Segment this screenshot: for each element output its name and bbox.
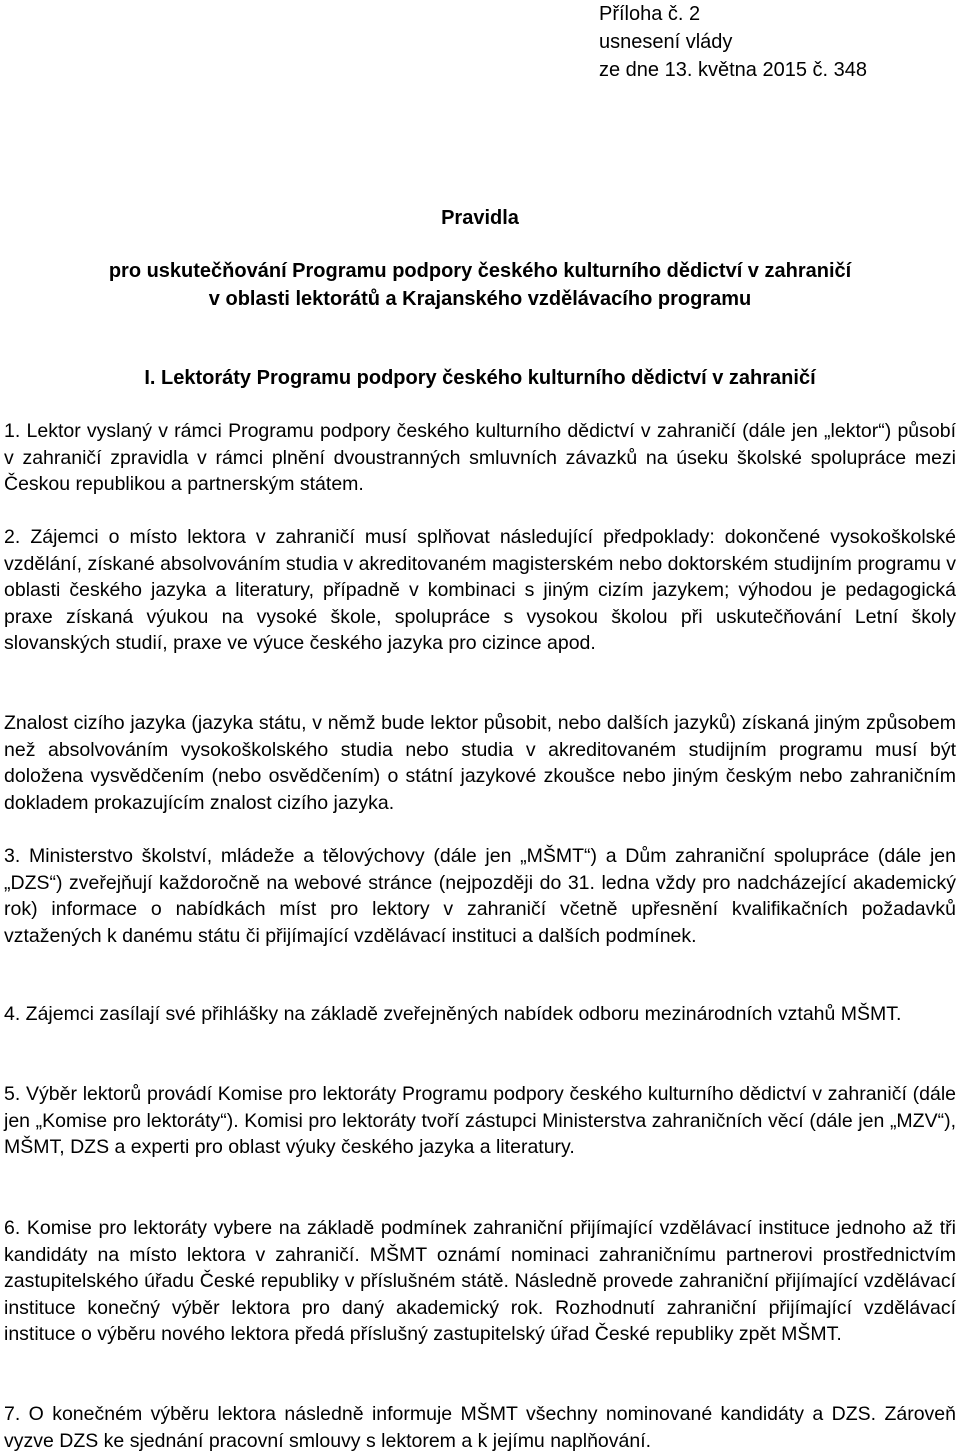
resolution-date: ze dne 13. května 2015 č. 348 bbox=[599, 59, 867, 81]
document-title-block bbox=[0, 204, 960, 313]
section-heading: I. Lektoráty Programu podpory českého kulturního dědictví v zahraničí bbox=[144, 367, 816, 389]
paragraph-3: 3. Ministerstvo školství, mládeže a tělovýchovy (dále jen „MŠMT“) a Dům zahraniční spolupráce (dále jen „DZS“) zveřejňují každoročně na webové stránce (nejpozději do 31. ledna vždy pro nadcházející akademický rok) informace o nabídkách míst pro lektory v zahraničí včetně upřesnění kvalifikačních požadavků vztažených k danému státu či přijímající vzdělávací instituci a dalších podmínek. bbox=[4, 845, 956, 947]
paragraph-1: 1. Lektor vyslaný v rámci Programu podpory českého kulturního dědictví v zahraničí (dále jen „lektor“) působí v zahraničí zpravidla v rámci plnění dvoustranných smluvních závazků na úseku školské spolupráce mezi Českou republikou a partnerským státem. bbox=[4, 420, 956, 496]
document-annex-header bbox=[599, 0, 867, 84]
paragraph-5: 5. Výběr lektorů provádí Komise pro lektoráty Programu podpory českého kulturního dědictví v zahraničí (dále jen „Komise pro lektoráty“). Komisi pro lektoráty tvoří zástupci Ministerstva zahraničních věcí (dále jen „MZV“), MŠMT, DZS a experti pro oblast výuky českého jazyka a literatury. bbox=[4, 1083, 956, 1159]
document-subtitle-line1: pro uskutečňování Programu podpory českého kulturního dědictví v zahraničí bbox=[108, 260, 852, 282]
document-subtitle-line2: v oblasti lektorátů a Krajanského vzdělávacího programu bbox=[208, 288, 752, 310]
paragraph-7: 7. O konečném výběru lektora následně informuje MŠMT všechny nominované kandidáty a DZS. Zároveň vyzve DZS ke sjednání pracovní smlouvy s lektorem a k jejímu naplňování. bbox=[4, 1403, 956, 1452]
paragraph-4: 4. Zájemci zasílají své přihlášky na základě zveřejněných nabídek odboru mezinárodních vztahů MŠMT. bbox=[4, 1003, 902, 1025]
document-title: Pravidla bbox=[441, 207, 519, 229]
resolution-label: usnesení vlády bbox=[599, 31, 733, 53]
paragraph-2-language: Znalost cizího jazyka (jazyka státu, v němž bude lektor působit, nebo dalších jazyků) získaná jiným způsobem než absolvováním vysokoškolského studia nebo studia v akreditovaném studijním programu musí být doložena vysvědčením (nebo osvědčením) o státní jazykové zkoušce nebo jiným českým nebo zahraničním dokladem prokazujícím znalost cizího jazyka. bbox=[4, 712, 956, 814]
paragraph-6: 6. Komise pro lektoráty vybere na základě podmínek zahraniční přijímající vzdělávací instituce jednoho až tři kandidáty na místo lektora v zahraničí. MŠMT oznámí nominaci zahraničnímu partnerovi prostřednictvím zastupitelského úřadu České republiky v příslušném státě. Následně provede zahraniční přijímající vzdělávací instituce konečný výběr lektora pro daný akademický rok. Rozhodnutí zahraniční přijímající vzdělávací instituce o výběru nového lektora předá příslušný zastupitelský úřad České republiky zpět MŠMT. bbox=[4, 1217, 956, 1346]
paragraph-2: 2. Zájemci o místo lektora v zahraničí musí splňovat následující předpoklady: dokončené vysokoškolské vzdělání, získané absolvováním studia v akreditovaném magisterském nebo doktorském studijním programu v oblasti českého jazyka a literatury, případně v kombinaci s jiným cizím jazykem; výhodou je pedagogická praxe získaná výukou na vysoké škole, spolupráce s vysokou školou při uskutečňování Letní školy slovanských studií, praxe ve výuce českého jazyka pro cizince apod. bbox=[4, 526, 956, 655]
annex-number: Příloha č. 2 bbox=[599, 3, 701, 25]
